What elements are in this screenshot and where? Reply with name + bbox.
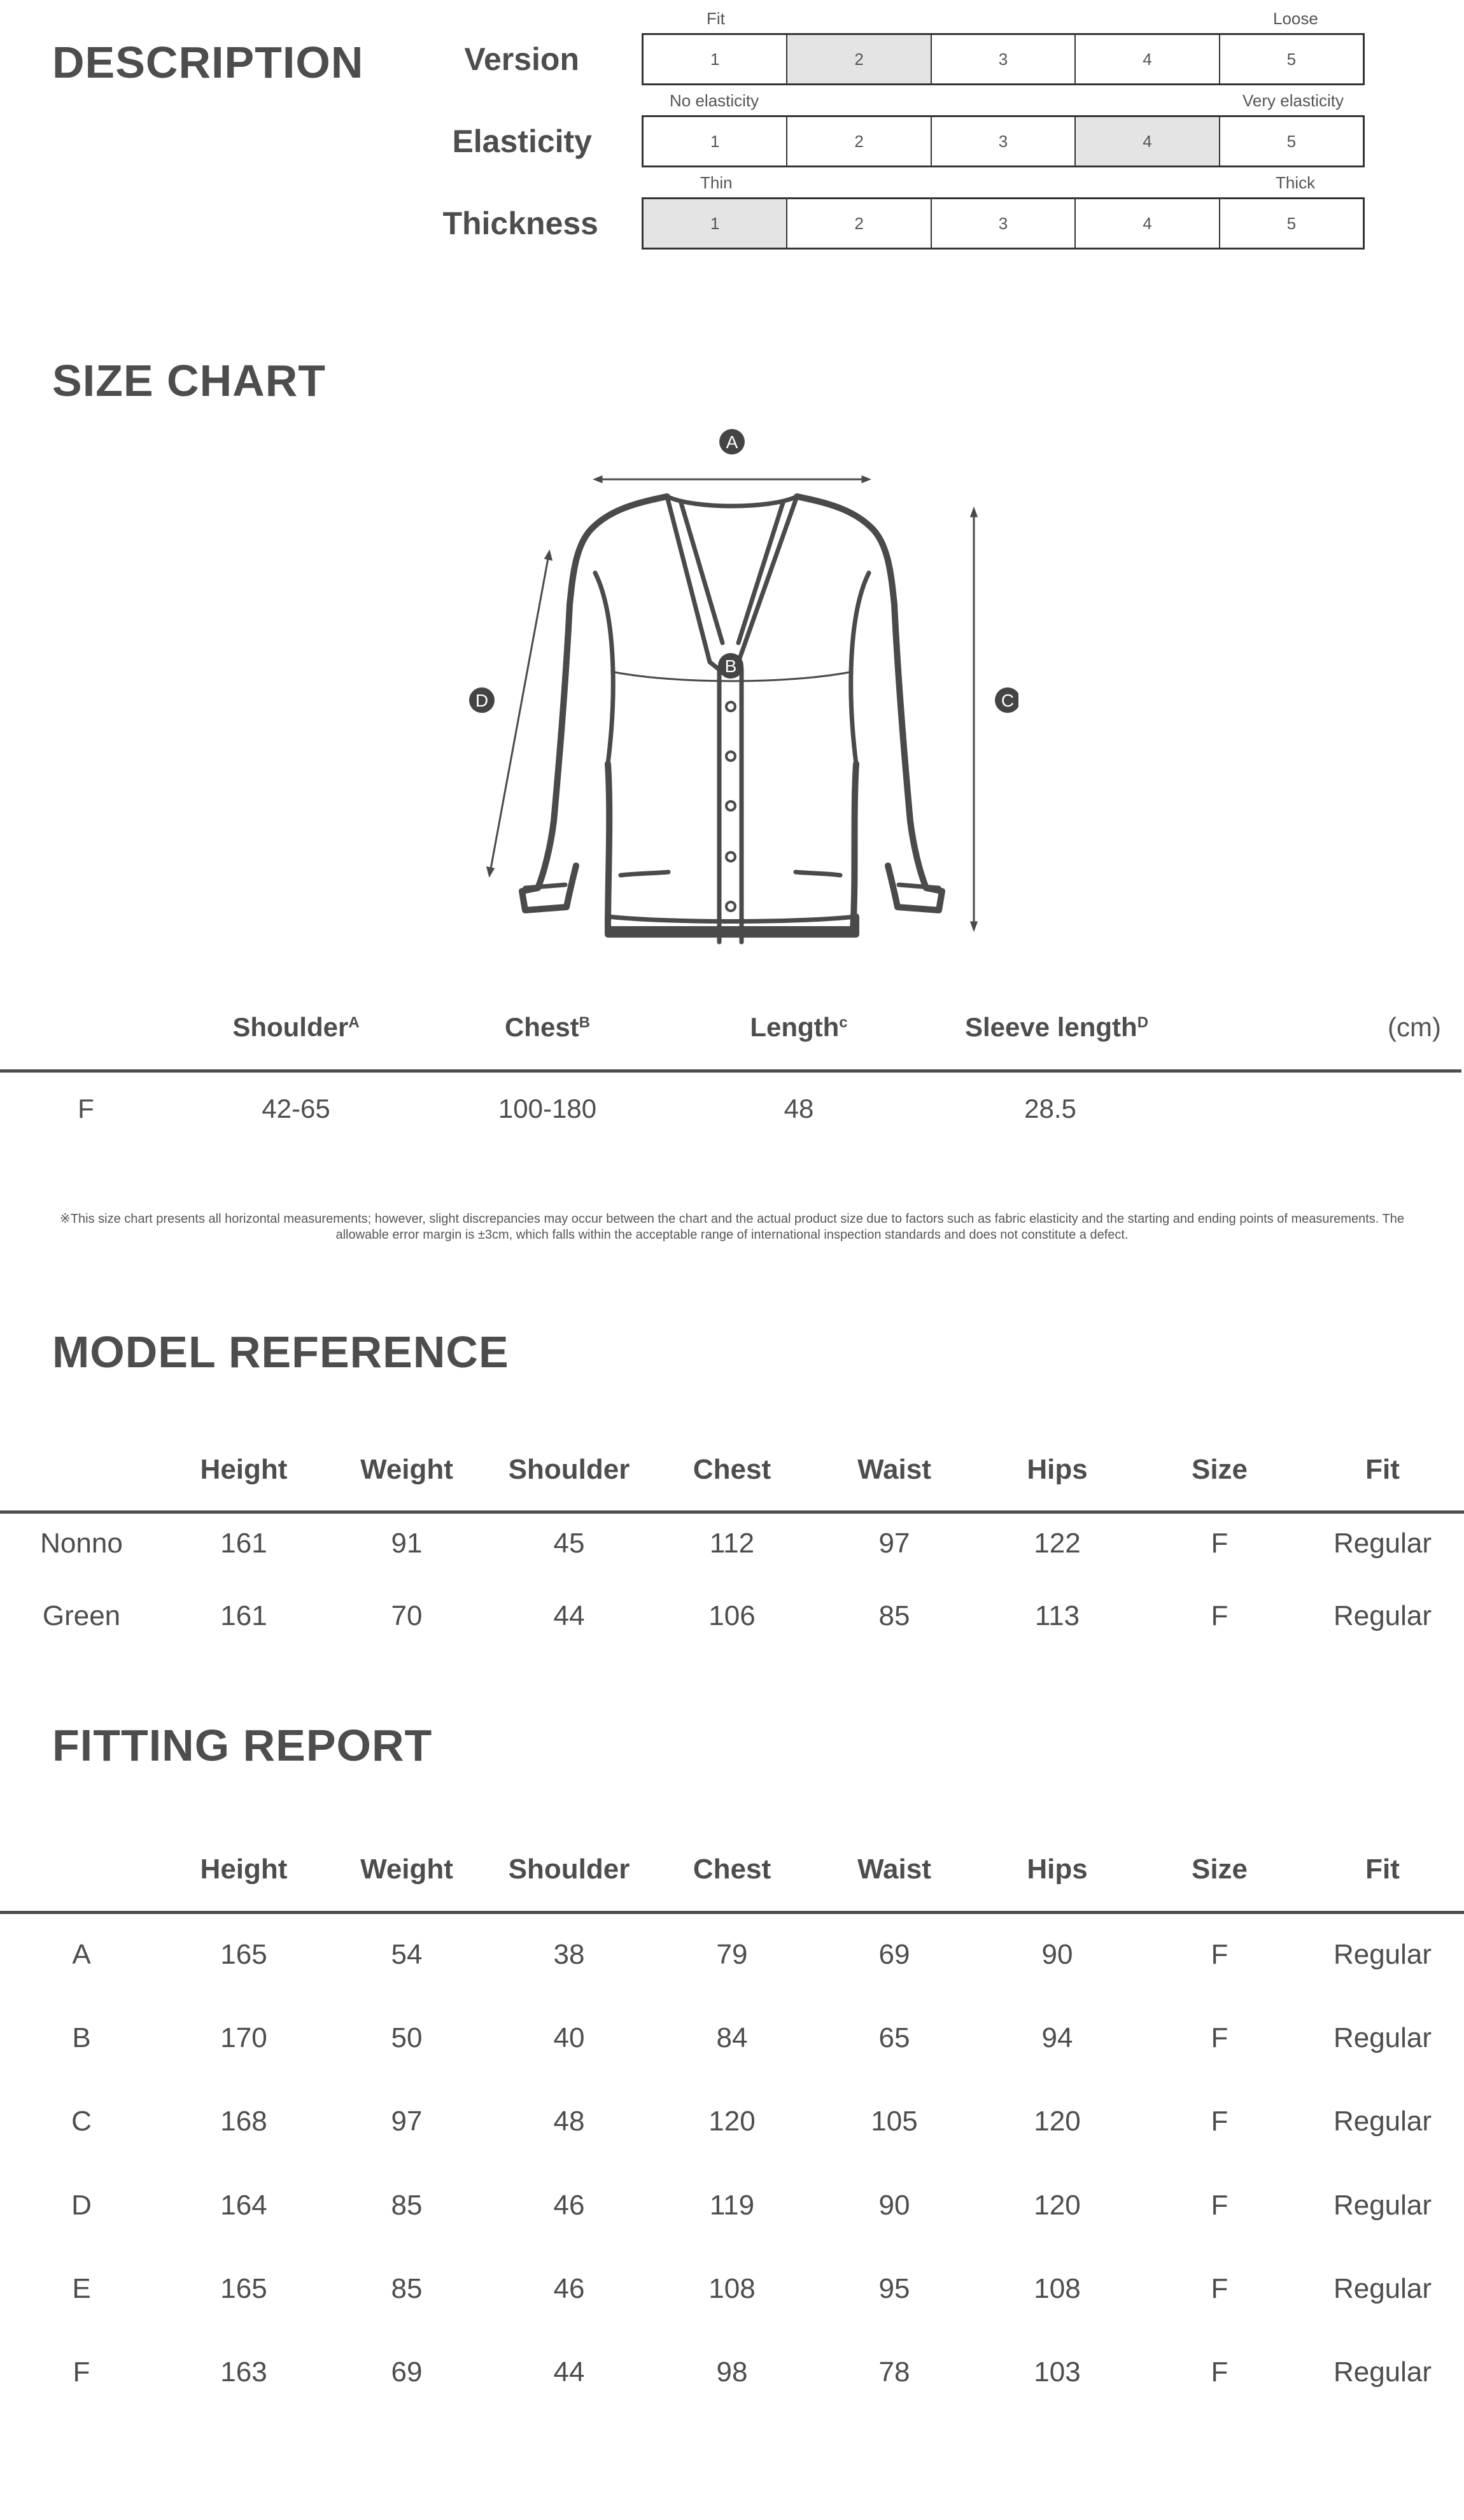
model-cell: F [1211, 1600, 1228, 1631]
thickness-option: 2 [787, 199, 931, 248]
size-header-sleeve-length: Sleeve length$^D$ [964, 1012, 1149, 1042]
thickness-option: 3 [932, 199, 1076, 248]
fit-cell: Regular [1333, 2022, 1432, 2053]
thickness-option: 4 [1076, 199, 1220, 248]
fit-cell: Regular [1333, 2190, 1432, 2221]
model-header-shoulder: Shoulder [508, 1454, 630, 1485]
model-cell: 112 [709, 1528, 755, 1559]
fit-cell: 54 [391, 1939, 423, 1970]
fit-cell: 163 [220, 2356, 267, 2388]
size-cell-chest: 100-180 [498, 1094, 597, 1123]
fit-name: E [72, 2273, 91, 2304]
description-title: DESCRIPTION [52, 38, 364, 87]
fit-cell: 85 [391, 2273, 423, 2304]
model-table-rule [0, 1510, 1464, 1514]
fit-cell: 105 [871, 2106, 918, 2137]
fit-cell: 120 [1034, 2106, 1081, 2137]
svg-text:A: A [726, 432, 738, 452]
size-row-label: F [78, 1094, 94, 1123]
fit-cell: F [1211, 2106, 1228, 2137]
fit-cell: 165 [220, 1939, 267, 1970]
model-header-height: Height [200, 1454, 288, 1485]
fit-cell: F [1211, 2022, 1228, 2053]
model-name: Green [42, 1600, 121, 1631]
fit-cell: Regular [1333, 2273, 1432, 2304]
version-option: 4 [1076, 35, 1220, 83]
thickness-scale [642, 197, 1365, 250]
fit-cell: Regular [1333, 2106, 1432, 2137]
version-option: 1 [644, 35, 787, 83]
model-cell: 70 [391, 1600, 423, 1631]
version-option: 5 [1286, 49, 1297, 69]
model-cell: 106 [708, 1600, 756, 1631]
model-cell: F [1211, 1528, 1228, 1559]
fit-cell: 40 [553, 2022, 585, 2053]
model-cell: 85 [878, 1600, 910, 1631]
elasticity-option: 2 [787, 117, 931, 165]
model-cell: 45 [553, 1528, 585, 1559]
model-header-weight: Weight [360, 1454, 453, 1485]
size-chart-title: SIZE CHART [52, 356, 326, 405]
fit-table-rule [0, 1911, 1464, 1914]
model-cell: 122 [1034, 1528, 1081, 1559]
fit-cell: Regular [1333, 1939, 1432, 1970]
fit-header-shoulder: Shoulder [508, 1854, 630, 1885]
cardigan-diagram [446, 420, 1018, 955]
elasticity-option: 3 [932, 117, 1076, 165]
thickness-option-selected: 1 [644, 199, 787, 248]
fit-header-waist: Waist [857, 1854, 931, 1885]
size-cell-shoulder: 42-65 [262, 1094, 330, 1123]
fit-cell: 90 [878, 2190, 910, 2221]
fit-cell: F [1211, 2273, 1228, 2304]
fit-header-fit: Fit [1365, 1854, 1400, 1885]
model-name: Nonno [40, 1528, 123, 1559]
fit-cell: 103 [1034, 2356, 1081, 2388]
svg-text:C: C [1001, 691, 1015, 710]
fit-cell: F [1211, 1939, 1228, 1970]
fit-cell: 78 [878, 2356, 910, 2388]
fit-header-height: Height [200, 1854, 288, 1885]
elasticity-scale [642, 115, 1365, 167]
fit-cell: F [1211, 2356, 1228, 2388]
fit-cell: 119 [709, 2190, 755, 2221]
size-cell-length: 48 [784, 1094, 814, 1123]
version-scale [642, 33, 1365, 85]
size-chart-note: ※This size chart presents all horizontal measurements; however, slight discrepancies may occur between the chart and the actual product size due to factors such as fabric elasticity and the starting and ending points of measurements. The allowable error margin is ±3cm, which falls within the acceptable range of international inspection standards and does not constitute a defect. [60, 1212, 1404, 1242]
model-cell: Regular [1333, 1600, 1432, 1631]
model-cell: 44 [553, 1600, 585, 1631]
thickness-option: 5 [1286, 213, 1297, 233]
model-reference-title: MODEL REFERENCE [52, 1327, 509, 1377]
thickness-left-hint: Thin [700, 173, 733, 192]
fit-name: B [72, 2022, 91, 2053]
model-header-size: Size [1191, 1454, 1248, 1485]
fit-header-size: Size [1191, 1854, 1248, 1885]
size-header-chest: Chest$^B$ [504, 1012, 591, 1042]
fit-cell: 120 [708, 2106, 756, 2137]
model-cell: Regular [1333, 1528, 1432, 1559]
model-cell: 113 [1034, 1600, 1080, 1631]
fit-cell: 165 [220, 2273, 267, 2304]
version-label: Version [464, 41, 579, 77]
fit-name: A [72, 1939, 91, 1970]
fit-cell: 164 [220, 2190, 267, 2221]
fit-cell: Regular [1333, 2356, 1432, 2388]
version-right-hint: Loose [1273, 9, 1318, 28]
model-header-chest: Chest [693, 1454, 771, 1485]
fit-cell: 38 [553, 1939, 585, 1970]
size-table-rule [0, 1069, 1461, 1073]
version-left-hint: Fit [707, 9, 725, 28]
thickness-right-hint: Thick [1276, 173, 1316, 192]
fit-cell: 84 [716, 2022, 748, 2053]
fit-header-weight: Weight [360, 1854, 453, 1885]
marker-b-icon [718, 653, 743, 679]
fit-header-chest: Chest [693, 1854, 771, 1885]
thickness-label: Thickness [442, 206, 598, 241]
elasticity-option: 5 [1286, 131, 1297, 151]
elasticity-left-hint: No elasticity [670, 91, 759, 110]
size-header-shoulder: Shoulder$^A$ [232, 1012, 360, 1042]
fit-cell: 65 [878, 2022, 910, 2053]
size-unit: (cm) [1388, 1012, 1441, 1042]
model-cell: 91 [391, 1528, 423, 1559]
fit-name: C [71, 2106, 92, 2137]
fit-cell: 108 [1034, 2273, 1081, 2304]
fit-name: D [71, 2190, 92, 2221]
fit-cell: 44 [553, 2356, 585, 2388]
model-cell: 161 [220, 1528, 267, 1559]
marker-a-icon [719, 429, 745, 454]
fit-cell: 120 [1034, 2190, 1081, 2221]
fitting-report-title: FITTING REPORT [52, 1721, 433, 1770]
fit-cell: 97 [391, 2106, 423, 2137]
fit-cell: 69 [878, 1939, 910, 1970]
size-header-length: Length$^c$ [750, 1012, 848, 1042]
fit-cell: 79 [716, 1939, 748, 1970]
marker-d-icon [469, 687, 495, 713]
fit-cell: 48 [553, 2106, 585, 2137]
fit-cell: 46 [553, 2190, 585, 2221]
fit-cell: 50 [391, 2022, 423, 2053]
svg-text:B: B [724, 656, 737, 676]
elasticity-label: Elasticity [452, 123, 592, 159]
elasticity-option-selected: 4 [1076, 117, 1220, 165]
fit-cell: 94 [1041, 2022, 1073, 2053]
marker-c-icon [995, 687, 1018, 713]
fit-cell: 46 [553, 2273, 585, 2304]
fit-cell: 90 [1041, 1939, 1073, 1970]
fit-cell: 108 [708, 2273, 756, 2304]
model-header-hips: Hips [1027, 1454, 1088, 1485]
fit-header-hips: Hips [1027, 1854, 1088, 1885]
cardigan-outline [522, 496, 942, 934]
cardigan-details [525, 496, 939, 942]
fit-cell: 170 [220, 2022, 267, 2053]
model-cell: 97 [878, 1528, 910, 1559]
fit-cell: F [1211, 2190, 1228, 2221]
model-cell: 161 [220, 1600, 267, 1631]
model-header-fit: Fit [1365, 1454, 1400, 1485]
svg-text:D: D [475, 691, 489, 710]
fit-cell: 95 [878, 2273, 910, 2304]
fit-cell: 98 [716, 2356, 748, 2388]
fit-cell: 85 [391, 2190, 423, 2221]
fit-name: F [73, 2356, 90, 2388]
fit-cell: 168 [220, 2106, 267, 2137]
model-header-waist: Waist [857, 1454, 931, 1485]
cardigan-buttons [726, 702, 735, 911]
size-cell-sleeve-length: 28.5 [1024, 1094, 1076, 1123]
version-option: 3 [932, 35, 1076, 83]
version-option-selected: 2 [787, 35, 931, 83]
fit-cell: 69 [391, 2356, 423, 2388]
elasticity-right-hint: Very elasticity [1242, 91, 1344, 110]
elasticity-option: 1 [644, 117, 787, 165]
